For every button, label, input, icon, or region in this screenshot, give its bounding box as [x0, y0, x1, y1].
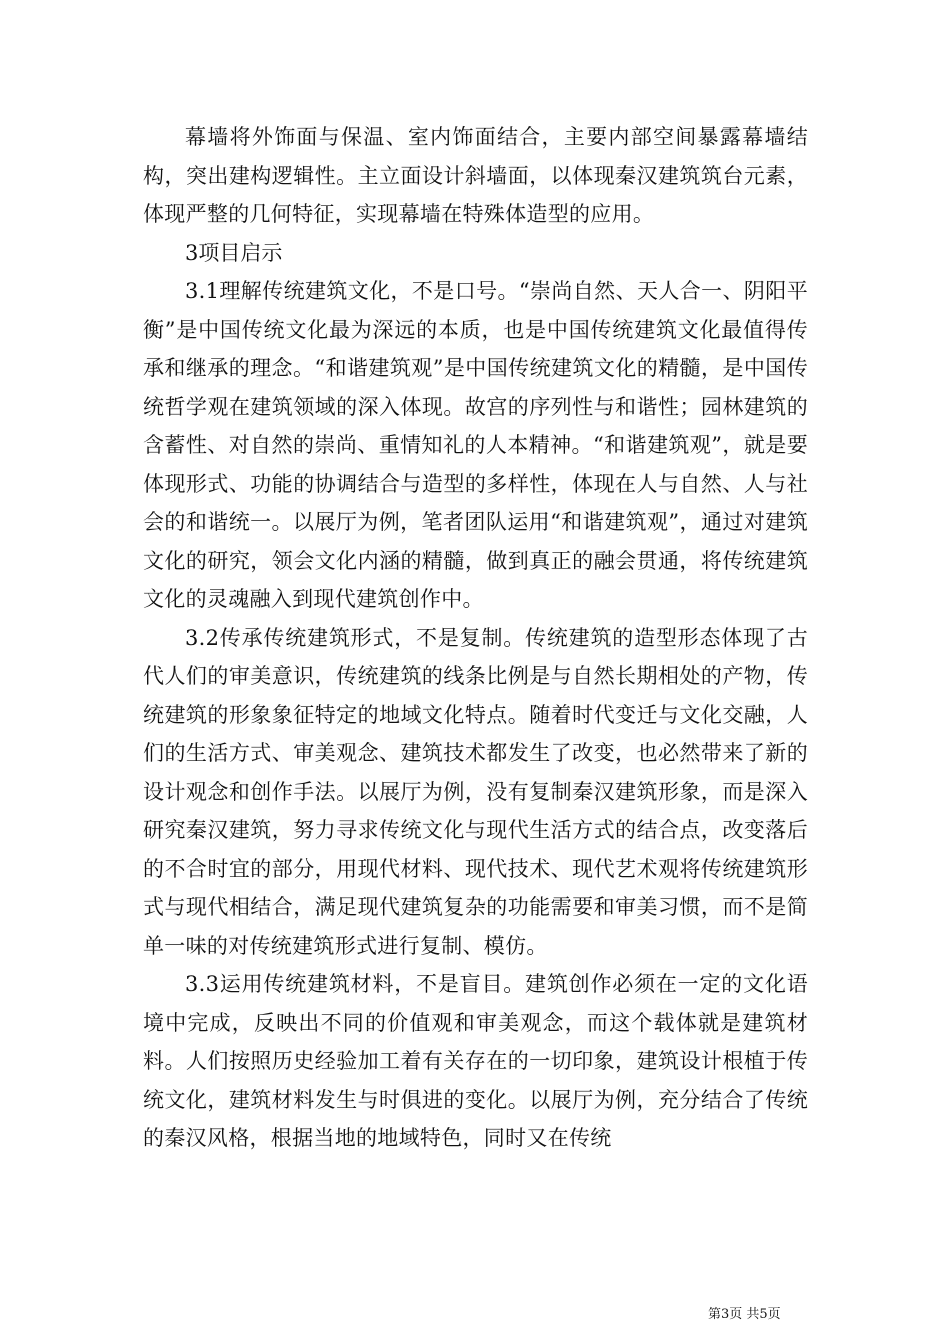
- paragraph-3-1: 3.1理解传统建筑文化，不是口号。“崇尚自然、天人合一、阴阳平衡”是中国传统文化最为深远的本质，也是中国传统建筑文化最值得传承和继承的理念。“和谐建筑观”是中国传统建筑文化的精髓，是中国传统哲学观在建筑领域的深入体现。故宫的序列性与和谐性；园林建筑的含蓄性、对自然的崇尚、重情知礼的人本精神。“和谐建筑观”，就是要体现形式、功能的协调结合与造型的多样性，体现在人与自然、人与社会的和谐统一。以展厅为例，笔者团队运用“和谐建筑观”，通过对建筑文化的研究，领会文化内涵的精髓，做到真正的融会贯通，将传统建筑文化的灵魂融入到现代建筑创作中。: [143, 279, 808, 611]
- paragraph-curtain-wall: 幕墙将外饰面与保温、室内饰面结合，主要内部空间暴露幕墙结构，突出建构逻辑性。主立面设计斜墙面，以体现秦汉建筑筑台元素，体现严整的几何特征，实现幕墙在特殊体造型的应用。: [143, 125, 808, 226]
- section-heading-project-insights: 3项目启示: [185, 240, 283, 265]
- paragraph-3-2: 3.2传承传统建筑形式，不是复制。传统建筑的造型形态体现了古代人们的审美意识，传统建筑的线条比例是与自然长期相处的产物，传统建筑的形象象征特定的地域文化特点。随着时代变迁与文化交融，人们的生活方式、审美观念、建筑技术都发生了改变，也必然带来了新的设计观念和创作手法。以展厅为例，没有复制秦汉建筑形象，而是深入研究秦汉建筑，努力寻求传统文化与现代生活方式的结合点，改变落后的不合时宜的部分，用现代材料、现代技术、现代艺术观将传统建筑形式与现代相结合，满足现代建筑复杂的功能需要和审美习惯，而不是简单一味的对传统建筑形式进行复制、模仿。: [143, 625, 808, 958]
- document-body: [143, 118, 808, 1158]
- paragraph-3-3: 3.3运用传统建筑材料，不是盲目。建筑创作必须在一定的文化语境中完成，反映出不同的价值观和审美观念，而这个载体就是建筑材料。人们按照历史经验加工着有关存在的一切印象，建筑设计根植于传统文化，建筑材料发生与时俱进的变化。以展厅为例，充分结合了传统的秦汉风格，根据当地的地域特色，同时又在传统: [143, 972, 808, 1150]
- page-indicator: 第3页 共5页: [708, 1307, 781, 1322]
